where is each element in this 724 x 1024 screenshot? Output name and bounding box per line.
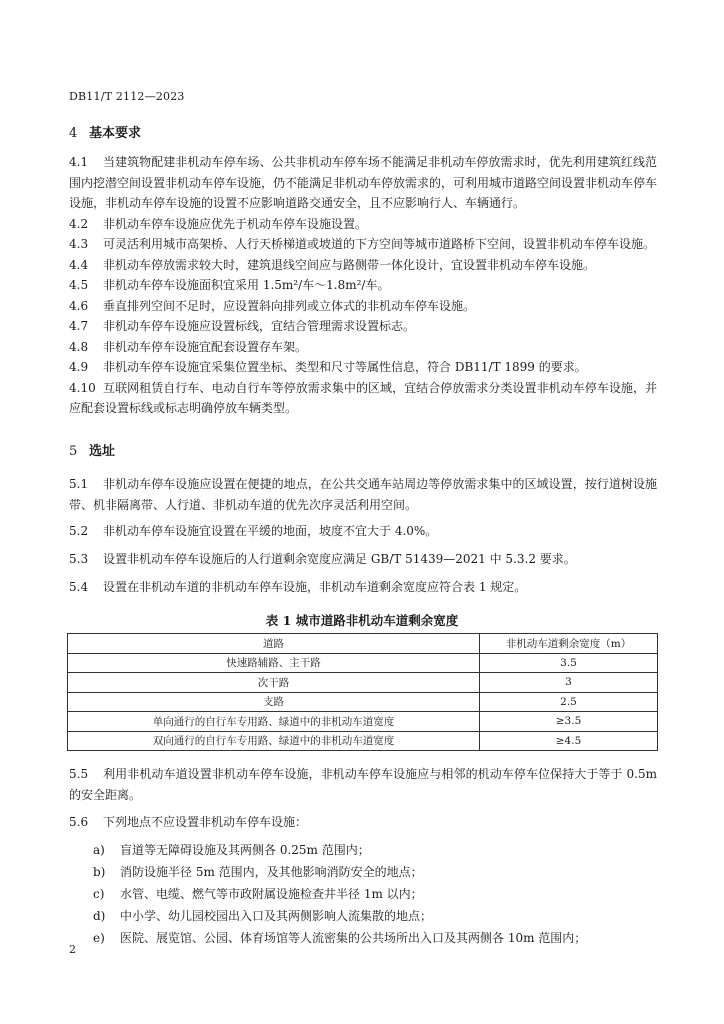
standard-code-header: DB11/T 2112—2023 [69,90,185,103]
section-4-body [69,152,657,419]
table-row [68,673,658,693]
table-cell: 单向通行的自行车专用路、绿道中的非机动车道宽度 [68,712,480,732]
clause-5-2: 5.2 非机动车停车设施宜设置在平缓的地面，坡度不宜大于 4.0%。 [69,524,438,538]
table-cell: 2.5 [480,692,658,712]
clause-4-9: 4.9 非机动车停车设施宜采集位置坐标、类型和尺寸等属性信息，符合 DB11/T 1899 的要求。 [69,360,587,374]
table-header-cell: 非机动车道剩余宽度（m） [480,634,658,654]
table-cell: 支路 [68,692,480,712]
table-cell: ≥3.5 [480,712,658,732]
clause-5-5: 5.5 利用非机动车道设置非机动车停车设施，非机动车停车设施应与相邻的机动车停车位保持大于等于 0.5m 的安全距离。 [69,767,658,802]
table-row [68,692,658,712]
clause-4-6: 4.6 垂直排列空间不足时，应设置斜向排列或立体式的非机动车停车设施。 [69,298,476,313]
table-cell: 快速路辅路、主干路 [68,653,480,673]
table-cell: ≥4.5 [480,731,658,751]
section-4-heading [69,122,141,141]
table-header-cell: 道路 [68,634,480,654]
clause-4-10: 4.10 互联网租赁自行车、电动自行车等停放需求集中的区域，宜结合停放需求分类设置非机动车停车设施，并应配套设置标线或标志明确停放车辆类型。 [69,380,657,415]
section-number: 4 [69,126,78,141]
prohibited-locations-list [93,839,657,949]
table-cell: 3.5 [480,653,658,673]
table-row [68,731,658,751]
section-title: 基本要求 [89,126,142,141]
clause-5-6: 5.6 下列地点不应设置非机动车停车设施： [69,815,308,829]
section-number: 5 [69,444,78,459]
clause-4-5: 4.5 非机动车停车设施面积宜采用 1.5m²/车～1.8m²/车。 [69,278,390,292]
clause-4-4: 4.4 非机动车停放需求较大时，建筑退线空间应与路侧带一体化设计，宜设置非机动车停车设施。 [69,257,596,272]
section-5-heading [69,440,115,459]
table-cell: 次干路 [68,673,480,693]
list-item: c) 水管、电缆、燃气等市政附属设施检查井半径 1m 以内； [93,887,423,901]
list-item: a) 盲道等无障碍设施及其两侧各 0.25m 范围内； [93,843,370,857]
table-1-caption: 表 1 城市道路非机动车道剩余宽度 [265,613,459,628]
clause-4-7: 4.7 非机动车停车设施应设置标线，宜结合管理需求设置标志。 [69,319,416,333]
list-item: d) 中小学、幼儿园校园出入口及其两侧影响人流集散的地点； [93,909,433,923]
table-header-row [68,634,658,654]
clause-4-3: 4.3 可灵活利用城市高架桥、人行天桥梯道或坡道的下方空间等城市道路桥下空间，设置非机动车停车设施。 [69,237,656,251]
table-1 [67,633,658,751]
table-row [68,653,658,673]
clause-5-3: 5.3 设置非机动车停车设施后的人行道剩余宽度应满足 GB/T 51439—2021 中 5.3.2 要求。 [69,552,576,566]
clause-4-8: 4.8 非机动车停车设施宜配套设置存车架。 [69,339,308,354]
clause-4-2: 4.2 非机动车停车设施应优先于机动车停车设施设置。 [69,216,368,231]
page-number: 2 [69,943,76,956]
list-item: b) 消防设施半径 5m 范围内，及其他影响消防安全的地点； [93,865,423,879]
section-title: 选址 [89,444,116,459]
clause-5-4: 5.4 设置在非机动车道的非机动车停车设施，非机动车道剩余宽度应符合表 1 规定。 [69,580,527,594]
clause-4-1: 4.1 当建筑物配建非机动车停车场、公共非机动车停车场不能满足非机动车停放需求时，优先利用建筑红线范围内挖潜空间设置非机动车停车设施，仍不能满足非机动车停放需求的，可利用城市道路空间设置非机动车停车设施，非机动车停车设施的设置不应影响道路交通安全，且不应影响行人、车辆通行。 [69,155,658,210]
table-row [68,712,658,732]
table-cell: 3 [480,673,658,693]
clause-5-1: 5.1 非机动车停车设施应设置在便捷的地点，在公共交通车站周边等停放需求集中的区域设置，按行道树设施带、机非隔离带、人行道、非机动车道的优先次序灵活利用空间。 [69,477,657,512]
table-cell: 双向通行的自行车专用路、绿道中的非机动车道宽度 [68,731,480,751]
list-item: e) 医院、展览馆、公园、体育场馆等人流密集的公共场所出入口及其两侧各 10m 范围内； [93,931,587,945]
